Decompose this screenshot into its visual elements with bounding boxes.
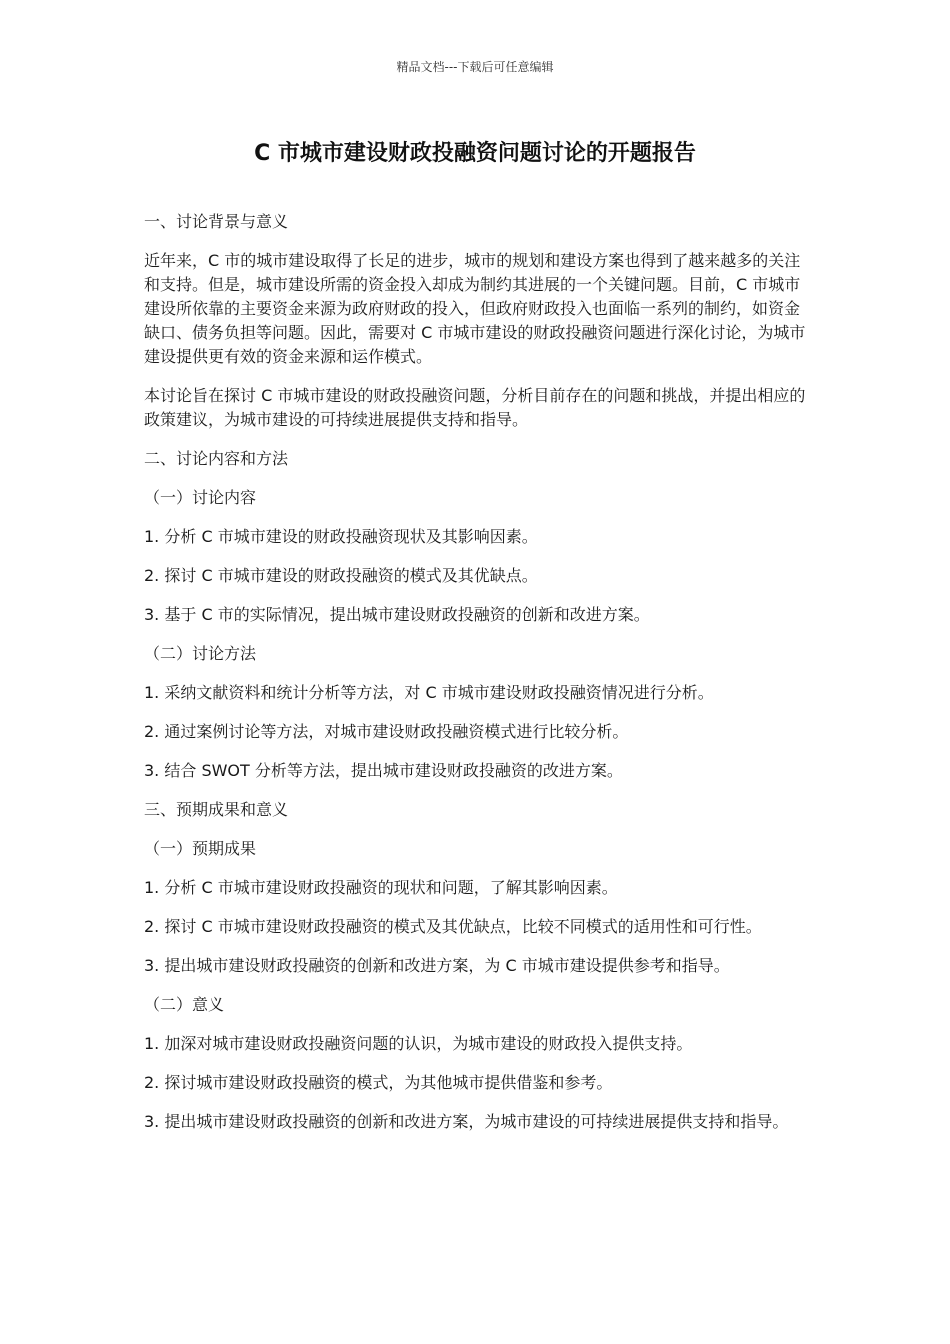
subsection-heading: （二）讨论方法 [144, 644, 257, 663]
list-item: 3. 基于 C 市的实际情况，提出城市建设财政投融资的创新和改进方案。 [144, 605, 650, 624]
section-heading-1: 一、讨论背景与意义 [144, 212, 289, 231]
body-paragraph: 本讨论旨在探讨 C 市城市建设的财政投融资问题，分析目前存在的问题和挑战，并提出相应的政策建议，为城市建设的可持续进展提供支持和指导。 [144, 386, 806, 429]
body-paragraph: 近年来，C 市的城市建设取得了长足的进步，城市的规划和建设方案也得到了越来越多的关注和支持。但是，城市建设所需的资金投入却成为制约其进展的一个关键问题。目前，C 市城市建设所依靠的主要资金来源为政府财政的投入，但政府财政投入也面临一系列的制约，如资金缺口、债务负担等问题。因此，需要对 C 市城市建设的财政投融资问题进行深化讨论，为城市建设提供更有效的资金来源和运作模式。 [144, 251, 806, 366]
subsection-heading: （一）讨论内容 [144, 488, 257, 507]
section-heading-2: 二、讨论内容和方法 [144, 449, 289, 468]
list-item: 2. 通过案例讨论等方法，对城市建设财政投融资模式进行比较分析。 [144, 722, 629, 741]
list-item: 2. 探讨 C 市城市建设财政投融资的模式及其优缺点，比较不同模式的适用性和可行性。 [144, 917, 762, 936]
list-item: 2. 探讨城市建设财政投融资的模式，为其他城市提供借鉴和参考。 [144, 1073, 613, 1092]
section-heading-3: 三、预期成果和意义 [144, 800, 289, 819]
document-title: C 市城市建设财政投融资问题讨论的开题报告 [254, 141, 696, 166]
list-item: 1. 分析 C 市城市建设的财政投融资现状及其影响因素。 [144, 527, 538, 546]
header-note: 精品文档---下载后可任意编辑 [396, 60, 554, 74]
list-item: 1. 加深对城市建设财政投融资问题的认识，为城市建设的财政投入提供支持。 [144, 1034, 693, 1053]
list-item: 3. 提出城市建设财政投融资的创新和改进方案，为城市建设的可持续进展提供支持和指导。 [144, 1112, 789, 1131]
list-item: 1. 采纳文献资料和统计分析等方法，对 C 市城市建设财政投融资情况进行分析。 [144, 683, 714, 702]
list-item: 1. 分析 C 市城市建设财政投融资的现状和问题，了解其影响因素。 [144, 878, 618, 897]
list-item: 3. 结合 SWOT 分析等方法，提出城市建设财政投融资的改进方案。 [144, 761, 623, 780]
list-item: 2. 探讨 C 市城市建设的财政投融资的模式及其优缺点。 [144, 566, 538, 585]
subsection-heading: （二）意义 [144, 995, 225, 1014]
document-body [144, 210, 812, 1149]
list-item: 3. 提出城市建设财政投融资的创新和改进方案，为 C 市城市建设提供参考和指导。 [144, 956, 730, 975]
subsection-heading: （一）预期成果 [144, 839, 257, 858]
